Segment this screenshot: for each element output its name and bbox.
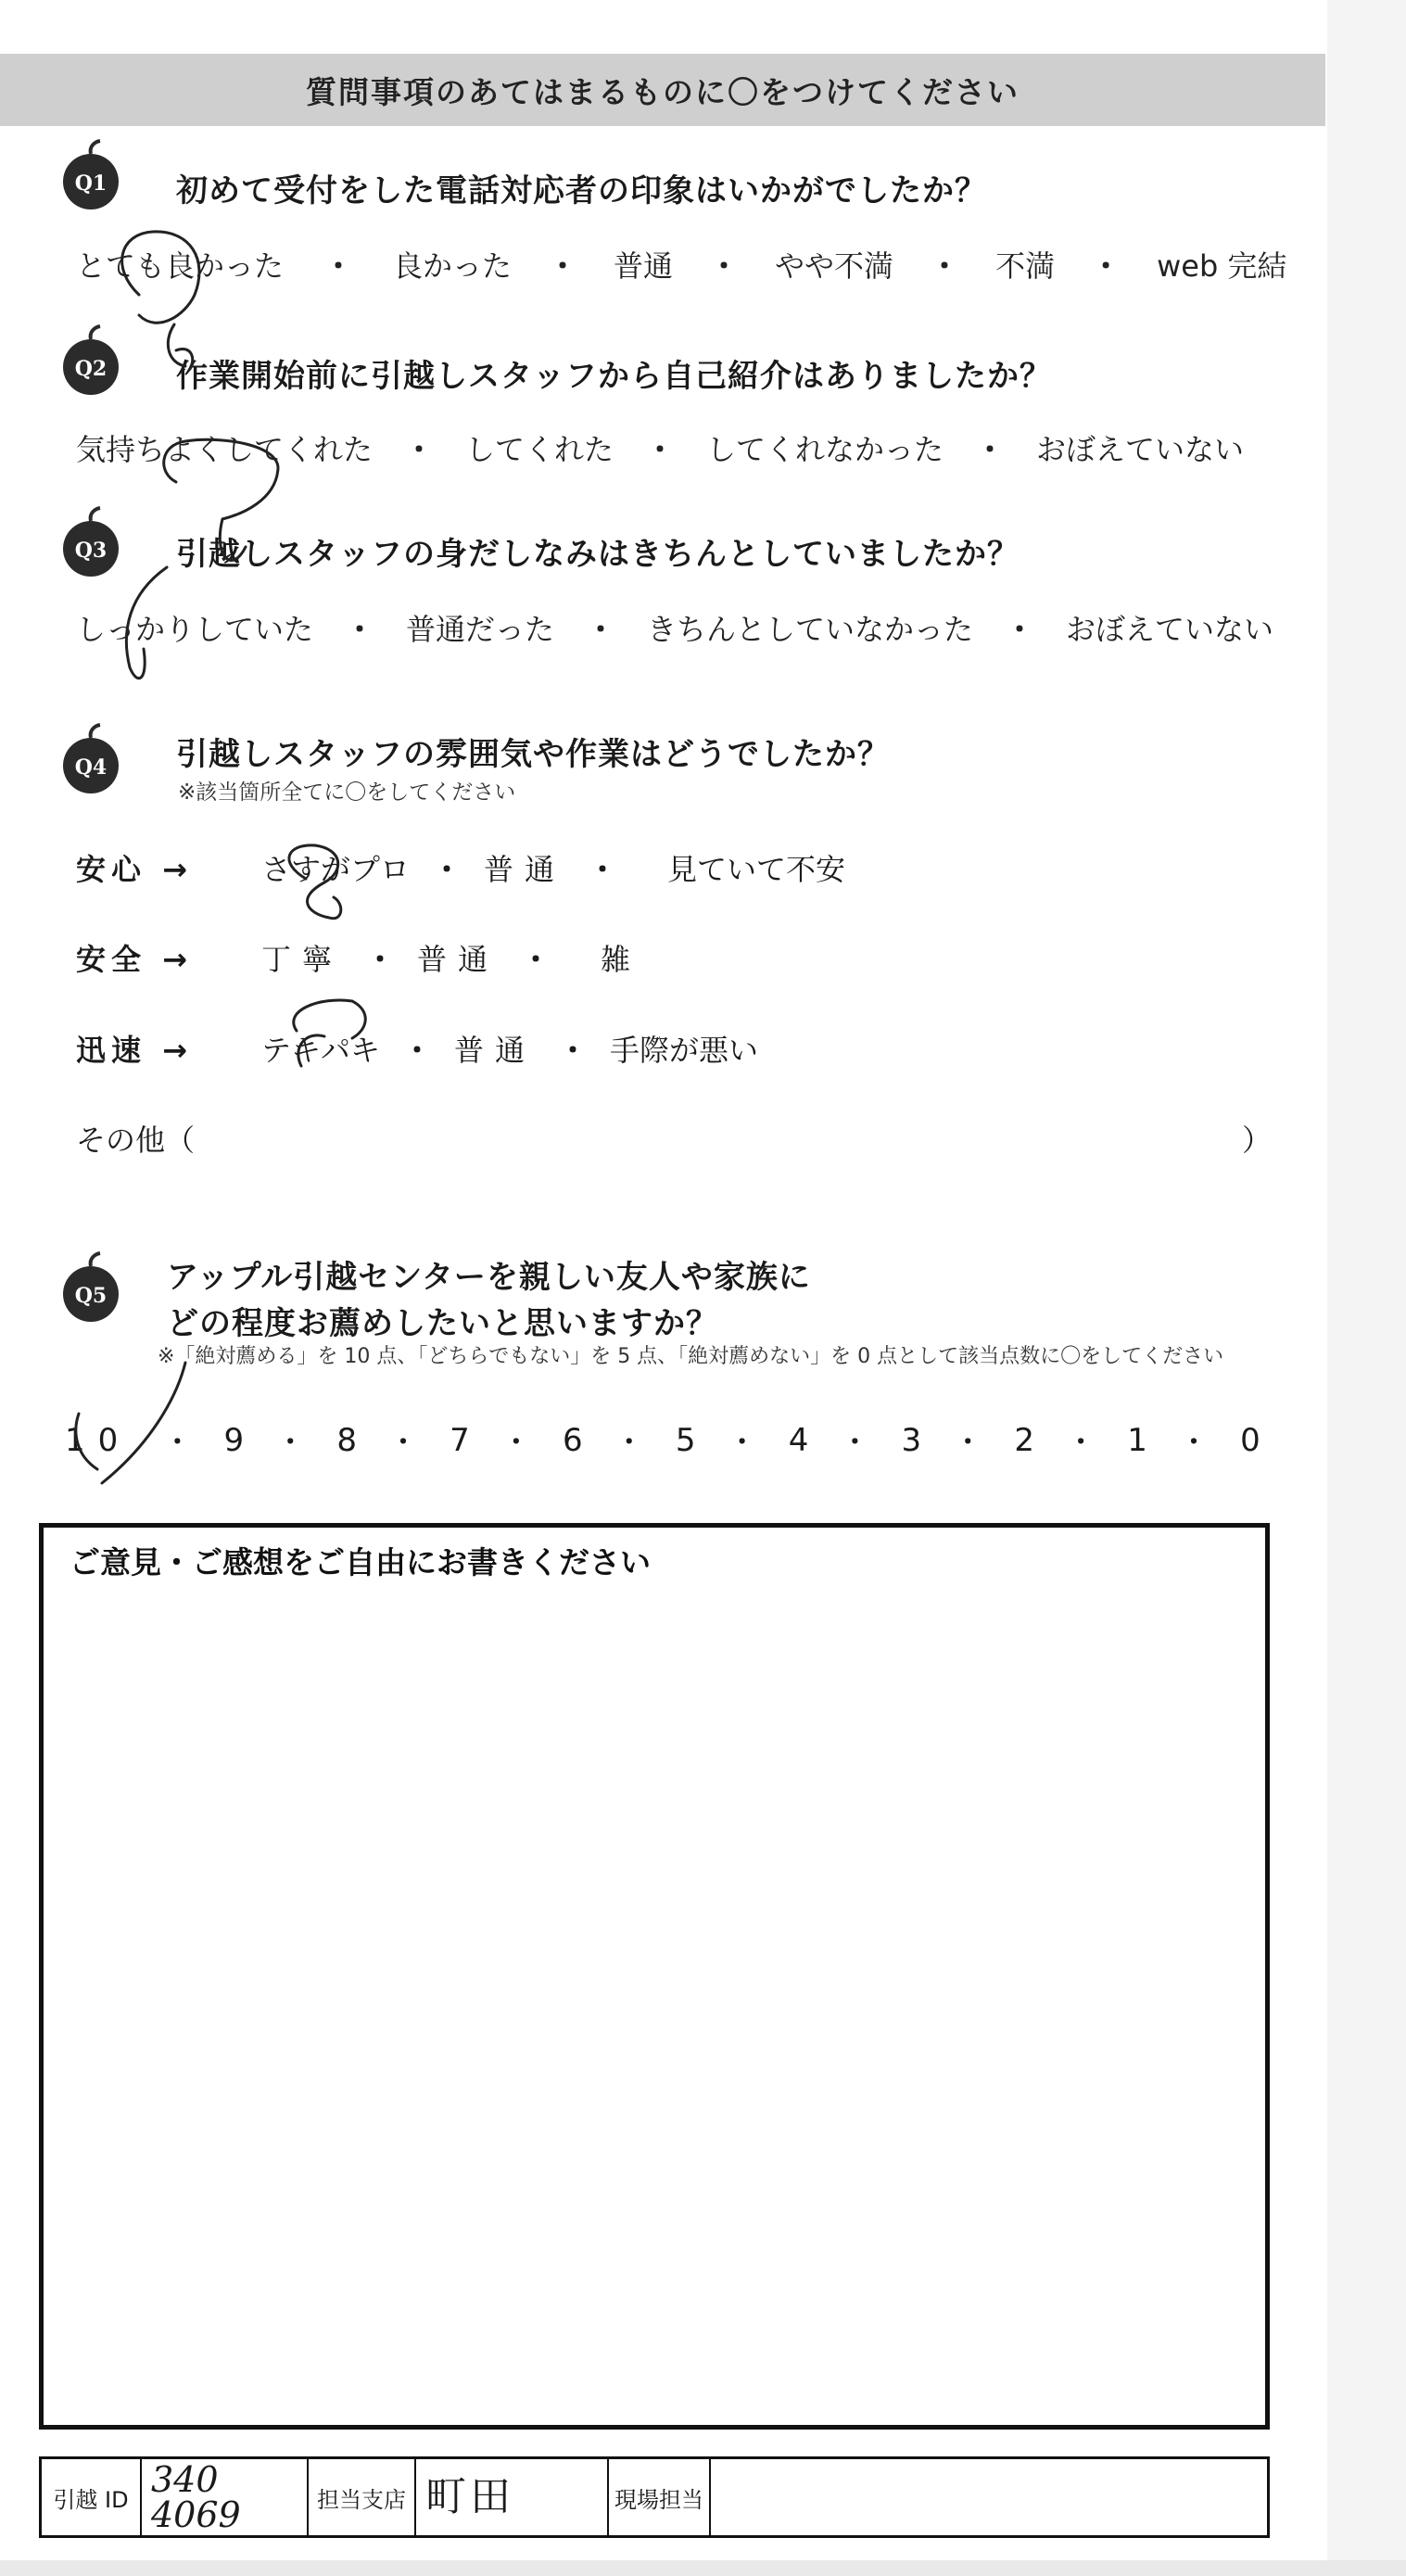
q4-option[interactable]: 普通: [417, 942, 500, 977]
q1-title: 初めて受付をした電話対応者の印象はいかがでしたか？: [176, 172, 987, 209]
comment-box[interactable]: [39, 1523, 1270, 2430]
q4-other-close: ）: [1241, 1123, 1272, 1158]
q4-row-label: 迅速 →: [76, 1033, 193, 1068]
separator: ・: [404, 432, 435, 467]
q3-option[interactable]: 普通だった: [406, 612, 555, 647]
q2-option[interactable]: してくれた: [465, 432, 614, 467]
q5-title-line1: アップル引越センターを親しい友人や家族に: [167, 1259, 811, 1296]
separator: ・: [432, 852, 462, 887]
score-option[interactable]: 6: [563, 1422, 583, 1459]
q5-score-scale: [65, 1420, 1260, 1461]
q4-option[interactable]: 普通: [484, 852, 566, 887]
q1-option[interactable]: やや不満: [775, 248, 894, 284]
q2-options: [76, 426, 1244, 469]
separator: ・: [709, 248, 740, 284]
q2-title: 作業開始前に引越しスタッフから自己紹介はありましたか？: [176, 358, 1052, 395]
survey-header: [0, 54, 1325, 126]
q4-row-anzen: [76, 936, 630, 979]
q4-row-anshin: [76, 846, 845, 889]
site-staff-label: 現場担当: [609, 2459, 711, 2535]
separator: ・: [390, 1427, 417, 1457]
q5-note: ※「絶対薦める」を 10 点、「どちらでもない」を 5 点、「絶対薦めない」を 0 点として該当点数に〇をしてください: [158, 1345, 1224, 1368]
separator: ・: [728, 1427, 755, 1457]
score-option[interactable]: 9: [223, 1422, 245, 1459]
q2-badge-label: Q2: [74, 357, 108, 381]
q4-row-label: 安心 →: [76, 852, 193, 887]
move-id-label: 引越 ID: [42, 2459, 142, 2535]
q4-row-jinsoku: [76, 1027, 758, 1070]
q1-option[interactable]: 良かった: [393, 248, 513, 284]
q4-option[interactable]: 丁寧: [261, 942, 344, 977]
separator: ・: [955, 1427, 982, 1457]
apple-badge-icon: [54, 1250, 128, 1324]
q1-badge-label: Q1: [74, 171, 108, 196]
q1-option[interactable]: とても良かった: [76, 248, 285, 284]
header-title: 質問事項のあてはまるものに〇をつけてください: [306, 73, 1020, 110]
separator: ・: [1180, 1427, 1207, 1457]
separator: ・: [930, 248, 960, 284]
q3-option[interactable]: きちんとしていなかった: [647, 612, 974, 647]
site-staff-value[interactable]: [711, 2459, 1267, 2535]
separator: ・: [558, 1033, 589, 1068]
q5-badge-label: Q5: [74, 1284, 108, 1308]
separator: ・: [586, 612, 616, 647]
move-id-line1: 340: [151, 2459, 219, 2500]
separator: ・: [1091, 248, 1121, 284]
q1-option[interactable]: web 完結: [1157, 248, 1287, 284]
score-option[interactable]: 2: [1014, 1422, 1035, 1459]
branch-label: 担当支店: [309, 2459, 416, 2535]
separator: ・: [975, 432, 1006, 467]
q3-badge-label: Q3: [74, 539, 108, 563]
q3-option[interactable]: おぼえていない: [1066, 612, 1274, 647]
q4-row-label: 安全 →: [76, 942, 193, 977]
move-id-line2: 4069: [151, 2494, 241, 2535]
q4-option[interactable]: さすがプロ: [261, 852, 411, 887]
q4-title: 引越しスタッフの雰囲気や作業はどうでしたか？: [176, 736, 890, 773]
separator: ・: [365, 942, 396, 977]
q4-option[interactable]: 手際が悪い: [610, 1033, 759, 1068]
separator: ・: [842, 1427, 868, 1457]
score-option[interactable]: 10: [65, 1422, 132, 1459]
scan-edge-bottom: [0, 2560, 1406, 2576]
q4-badge-label: Q4: [74, 755, 108, 780]
apple-badge-icon: [54, 323, 128, 397]
separator: ・: [615, 1427, 642, 1457]
score-option[interactable]: 1: [1127, 1422, 1147, 1459]
q4-option[interactable]: 見ていて不安: [667, 852, 846, 887]
q2-option[interactable]: 気持ちよくしてくれた: [76, 432, 374, 467]
comment-title: ご意見・ご感想をご自由にお書きください: [70, 1544, 651, 1580]
q3-options: [76, 606, 1273, 649]
separator: ・: [323, 248, 354, 284]
q4-other: [76, 1117, 1272, 1160]
footer-table: [39, 2456, 1270, 2538]
separator: ・: [1068, 1427, 1095, 1457]
score-option[interactable]: 8: [336, 1422, 357, 1459]
separator: ・: [521, 942, 551, 977]
separator: ・: [645, 432, 676, 467]
move-id-value[interactable]: [142, 2459, 309, 2535]
q4-note: ※該当箇所全てに〇をしてください: [178, 780, 516, 805]
apple-badge-icon: [54, 721, 128, 795]
separator: ・: [164, 1427, 191, 1457]
separator: ・: [588, 852, 618, 887]
q1-option[interactable]: 不満: [995, 248, 1056, 284]
scan-edge-right: [1327, 0, 1406, 2576]
score-option[interactable]: 4: [788, 1422, 809, 1459]
separator: ・: [345, 612, 375, 647]
q4-option[interactable]: 雑: [601, 942, 631, 977]
separator: ・: [1005, 612, 1035, 647]
score-option[interactable]: 0: [1240, 1422, 1260, 1459]
separator: ・: [502, 1427, 529, 1457]
apple-badge-icon: [54, 137, 128, 211]
q5-title-line2: どの程度お薦めしたいと思いますか？: [167, 1305, 718, 1342]
q1-options: [76, 243, 1286, 286]
q3-title: 引越しスタッフの身だしなみはきちんとしていましたか？: [176, 536, 1020, 573]
q1-option[interactable]: 普通: [614, 248, 674, 284]
separator: ・: [548, 248, 578, 284]
branch-value[interactable]: 町田: [416, 2459, 609, 2535]
q4-other-label: その他（: [76, 1123, 196, 1158]
q2-option[interactable]: おぼえていない: [1036, 432, 1245, 467]
separator: ・: [277, 1427, 304, 1457]
score-option[interactable]: 7: [450, 1422, 470, 1459]
score-option[interactable]: 5: [675, 1422, 696, 1459]
q2-option[interactable]: してくれなかった: [706, 432, 944, 467]
q4-option[interactable]: テキパキ: [261, 1033, 381, 1068]
score-option[interactable]: 3: [901, 1422, 922, 1459]
separator: ・: [402, 1033, 433, 1068]
apple-badge-icon: [54, 504, 128, 578]
q3-option[interactable]: しっかりしていた: [76, 612, 314, 647]
q4-option[interactable]: 普通: [454, 1033, 537, 1068]
